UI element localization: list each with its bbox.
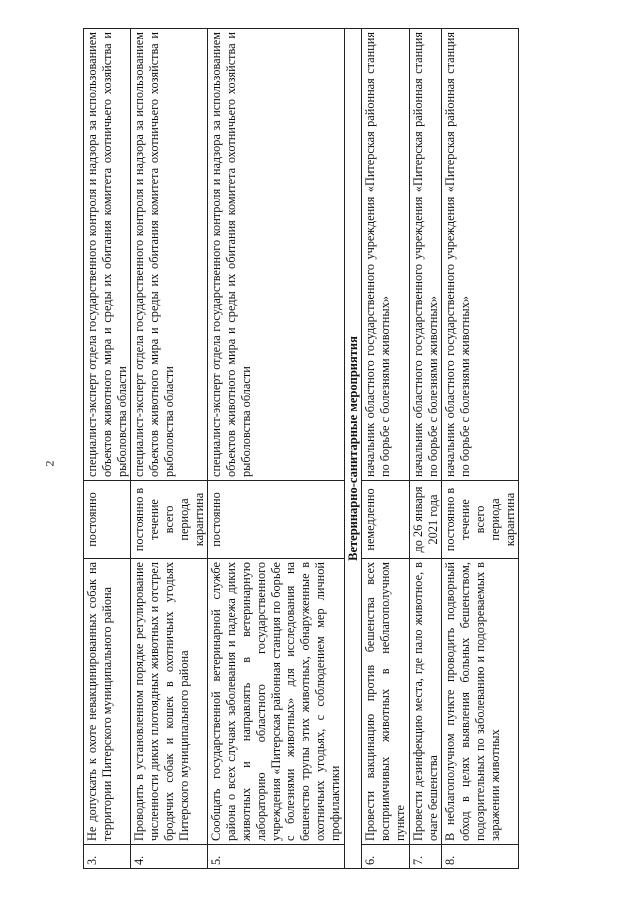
period-text: постоянно bbox=[84, 481, 131, 559]
measure-text: Провести вакцинацию против бешенства всех восприимчивых животных в неблагополучном пункте bbox=[362, 559, 409, 845]
responsible-text: специалист-эксперт отдела государственного контроля и надзора за использованием объектов животного мира и среды их обитания комитета охотничьего хозяйства и рыболовства области bbox=[131, 29, 208, 481]
responsible-text: начальник областного государственного учреждения «Питерская районная станция по борьбе с болезнями животных» bbox=[442, 29, 519, 481]
measures-table bbox=[83, 28, 519, 869]
period-text: до 26 января 2021 года bbox=[409, 481, 442, 559]
period-text: постоянно в течение всего периода карантина bbox=[131, 481, 208, 559]
table-row bbox=[208, 29, 344, 869]
table-row bbox=[131, 29, 208, 869]
period-text: немедленно bbox=[362, 481, 409, 559]
row-number: 6. bbox=[362, 845, 409, 869]
measure-text: Сообщать государственной ветеринарной службе района о всех случаях заболевания и падежа диких животных и направлять в ветеринарную лабораторию областного государственного учреждения «Питерская районная станция по борьбе с болезнями животных» для исследования на бешенство трупы этих животных, обнаруженные в охотничьих угодьях, с соблюдением мер личной профилактики bbox=[208, 559, 344, 845]
responsible-text: специалист-эксперт отдела государственного контроля и надзора за использованием объектов животного мира и среды их обитания комитета охотничьего хозяйства и рыболовства области bbox=[84, 29, 131, 481]
measure-text: В неблагополучном пункте проводить подворный обход в целях выявления больных бешенством, подозрительных по заболеванию и подозреваемых в заражении животных bbox=[442, 559, 519, 845]
rotated-document bbox=[83, 29, 603, 869]
responsible-text: начальник областного государственного учреждения «Питерская районная станция по борьбе с болезнями животных» bbox=[409, 29, 442, 481]
responsible-text: начальник областного государственного учреждения «Питерская районная станция по борьбе с болезнями животных» bbox=[362, 29, 409, 481]
period-text: постоянно bbox=[208, 481, 344, 559]
table-row bbox=[84, 29, 131, 869]
row-number: 3. bbox=[84, 845, 131, 869]
section-title: Ветеринарно-санитарные мероприятия bbox=[344, 29, 362, 869]
row-number: 8. bbox=[442, 845, 519, 869]
table-row bbox=[362, 29, 409, 869]
page-number: 2 bbox=[42, 460, 57, 467]
row-number: 5. bbox=[208, 845, 344, 869]
period-text: постоянно в течение всего периода карантина bbox=[442, 481, 519, 559]
section-row bbox=[344, 29, 362, 869]
table-row bbox=[409, 29, 442, 869]
measure-text: Не допускать к охоте невакцинированных собак на территории Питерского муниципального района bbox=[84, 559, 131, 845]
row-number: 7. bbox=[409, 845, 442, 869]
table-row bbox=[442, 29, 519, 869]
responsible-text: специалист-эксперт отдела государственного контроля и надзора за использованием объектов животного мира и среды их обитания комитета охотничьего хозяйства и рыболовства области bbox=[208, 29, 344, 481]
measure-text: Проводить в установленном порядке регулирование численности диких плотоядных животных и отстрел бродячих собак и кошек в охотничьих угодьях Питерского муниципального района bbox=[131, 559, 208, 845]
measure-text: Провести дезинфекцию места, где пало животное, в очаге бешенства bbox=[409, 559, 442, 845]
row-number: 4. bbox=[131, 845, 208, 869]
